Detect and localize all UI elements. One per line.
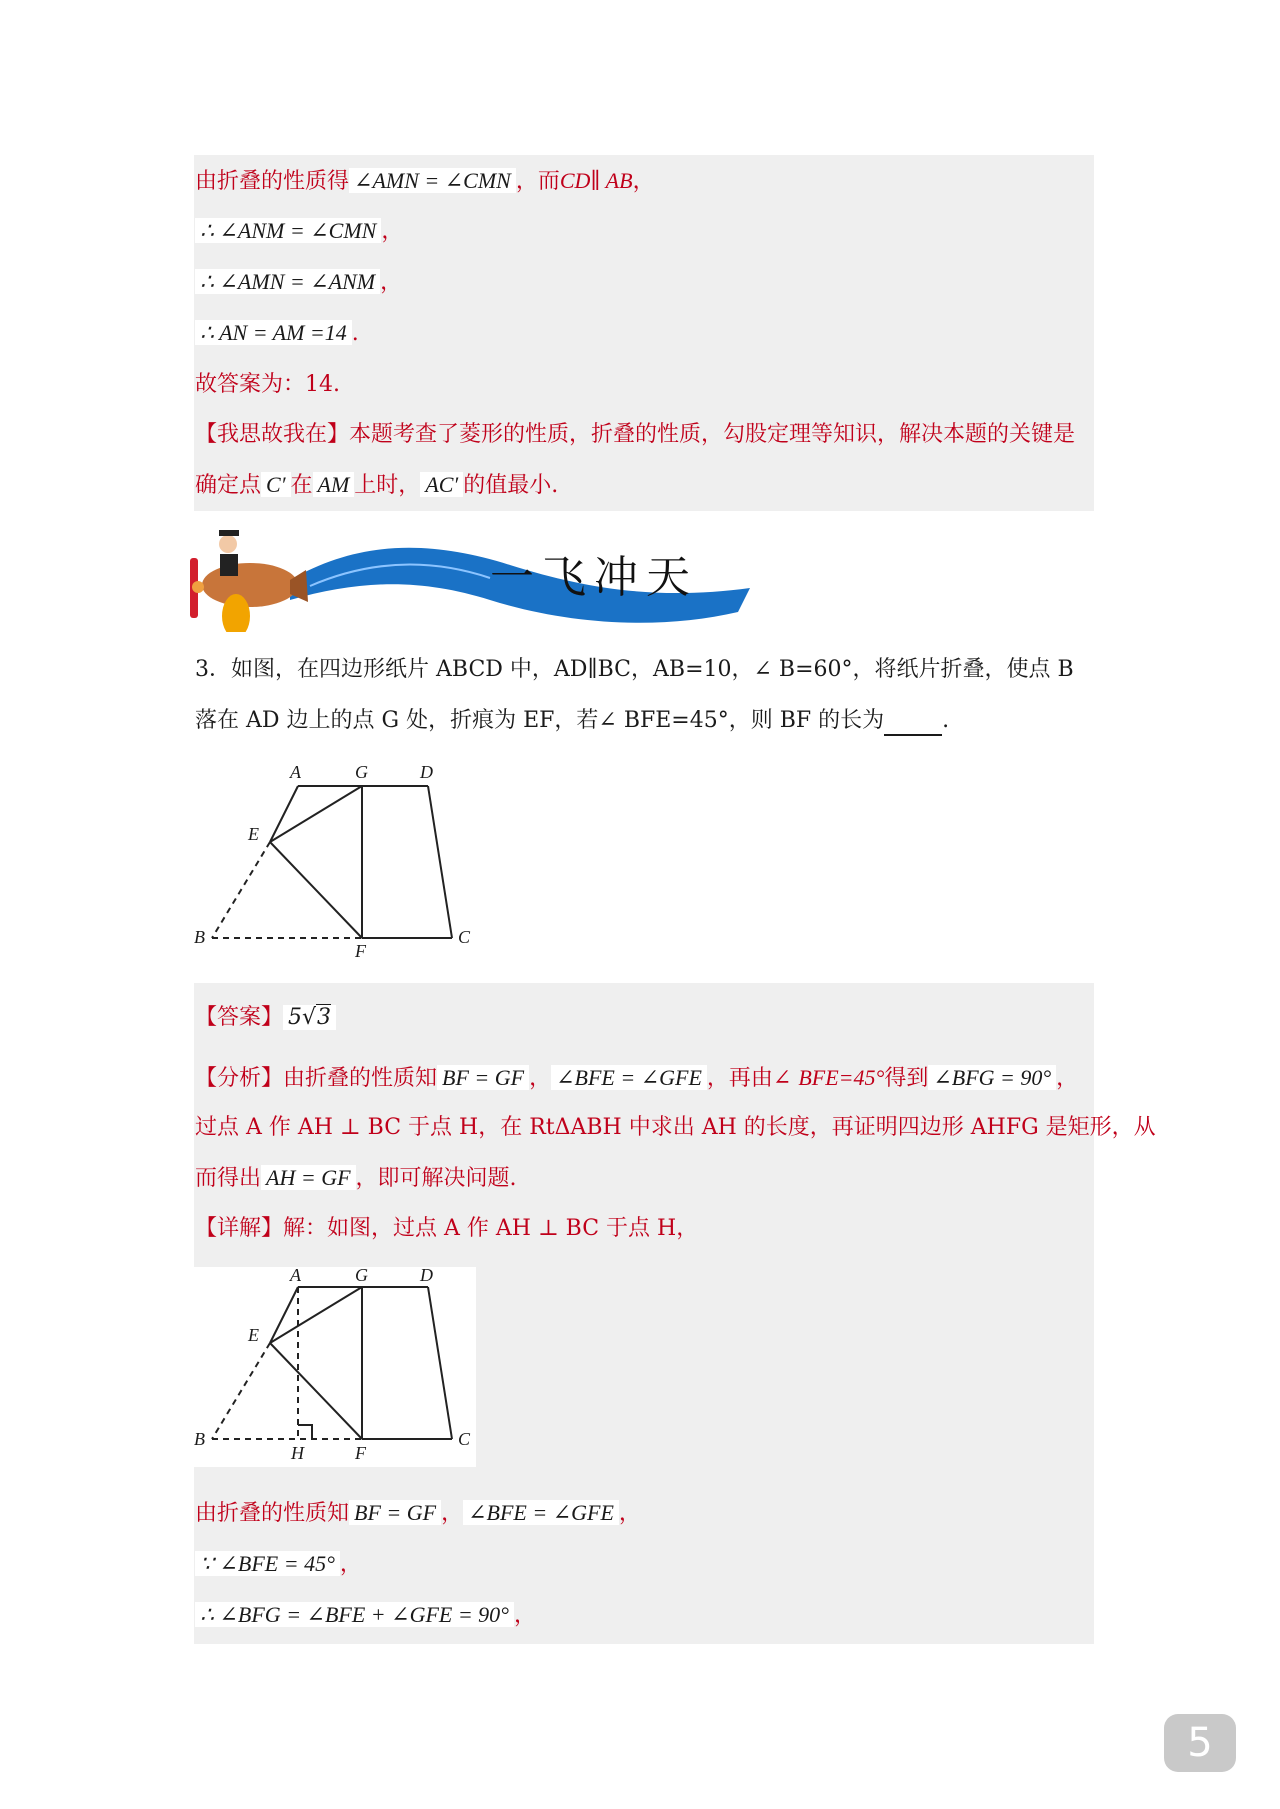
text: ，而	[515, 169, 560, 194]
label-B: B	[194, 927, 205, 947]
math-expression: AC′	[420, 472, 463, 497]
text: 由折叠的性质知	[195, 1501, 350, 1526]
question-line-2	[195, 706, 949, 736]
reflection-tag: 【我思故我在】	[195, 422, 350, 447]
text: .	[351, 321, 359, 346]
page-number-badge: 5	[1164, 1714, 1236, 1772]
text: ，	[1056, 1066, 1079, 1091]
edge-EF	[270, 842, 362, 938]
math-expression: ∠BFG = 90°	[928, 1065, 1056, 1090]
question-line-1	[195, 655, 1074, 685]
text: 确定点	[195, 473, 262, 498]
label-C: C	[458, 1429, 471, 1449]
text: 故答案为：14.	[195, 372, 340, 397]
label-F: F	[355, 1443, 366, 1463]
math-expression: C′	[261, 472, 291, 497]
text: 落在 AD 边上的点 G 处，折痕为 EF，若∠ BFE=45°，则 BF 的长为	[195, 708, 885, 733]
text: ，	[441, 1501, 464, 1526]
math-expression: ∠BFE = ∠GFE	[463, 1500, 619, 1525]
answer-coefficient: 5	[288, 1005, 303, 1030]
answer-line	[195, 370, 340, 400]
analysis-line-3	[195, 1163, 517, 1194]
edge-EF	[270, 1343, 362, 1439]
answer-radicand: 3	[317, 1005, 332, 1030]
step-line-3	[195, 1600, 536, 1631]
math-expression: BFE=45°	[798, 1065, 885, 1090]
text: ，即可解决问题.	[355, 1166, 517, 1191]
solution-line-2	[195, 216, 403, 247]
detail-tag: 【详解】	[195, 1216, 284, 1241]
label-G: G	[355, 1267, 368, 1285]
text: ，	[618, 1501, 641, 1526]
dashed-EB	[212, 842, 270, 938]
math-expression: AH = GF	[261, 1165, 356, 1190]
text: 而得出	[195, 1166, 262, 1191]
text: 过点 A 作 AH ⊥ BC 于点 H，在 RtΔABH 中求出 AH 的长度，再证明四边形 AHFG 是矩形，从	[195, 1115, 1156, 1140]
detail-line	[195, 1214, 698, 1244]
label-A: A	[290, 762, 301, 782]
text: 3．如图，在四边形纸片 ABCD 中，AD∥BC，AB=10，∠ B=60°，将纸片折叠，使点 B	[195, 657, 1074, 682]
reflection-line-2	[195, 470, 558, 501]
solution-line-3	[195, 267, 402, 298]
text: ，	[529, 1066, 552, 1091]
text: .	[942, 708, 950, 733]
analysis-line-1	[195, 1063, 1078, 1094]
text: 上时，	[354, 473, 421, 498]
math-expression	[283, 1005, 336, 1030]
label-F: F	[355, 941, 366, 960]
text: 得到	[884, 1066, 929, 1091]
math-expression: ∴ AN = AM =14	[195, 320, 352, 345]
text: ，	[632, 169, 655, 194]
label-E: E	[248, 824, 259, 844]
math-expression: BF = GF	[349, 1500, 441, 1525]
math-expression: BF = GF	[437, 1065, 529, 1090]
text: ，	[513, 1603, 536, 1628]
text: ，再由∠	[706, 1066, 799, 1091]
label-E: E	[248, 1325, 259, 1345]
text: 在	[290, 473, 313, 498]
math-expression: ∴ ∠AMN = ∠ANM	[195, 269, 380, 294]
analysis-line-2	[195, 1113, 1156, 1143]
step-line-2	[195, 1549, 362, 1580]
label-D: D	[420, 1267, 433, 1285]
analysis-tag: 【分析】	[195, 1066, 284, 1091]
solution-line-1	[195, 166, 655, 197]
text: ，	[381, 219, 404, 244]
text: 解：如图，过点 A 作 AH ⊥ BC 于点 H，	[283, 1216, 699, 1241]
label-G: G	[355, 762, 368, 782]
banner-title: 一飞冲天	[490, 552, 698, 603]
label-H: H	[291, 1443, 304, 1463]
answer-line	[195, 1003, 336, 1033]
airplane-pilot-icon	[190, 530, 308, 632]
text: ，	[339, 1552, 362, 1577]
text: 由折叠的性质得	[195, 169, 350, 194]
edge-DC	[428, 1287, 452, 1439]
right-angle-mark	[298, 1425, 312, 1439]
geometry-figure-2	[194, 1267, 476, 1467]
dashed-EB	[212, 1343, 270, 1439]
answer-tag: 【答案】	[195, 1005, 284, 1030]
label-D: D	[420, 762, 433, 782]
text: 的值最小.	[463, 473, 559, 498]
text: 由折叠的性质知	[283, 1066, 438, 1091]
reflection-line-1	[195, 420, 1075, 450]
label-B: B	[194, 1429, 205, 1449]
math-expression: ∵ ∠BFE = 45°	[195, 1551, 340, 1576]
math-expression: ∴ ∠ANM = ∠CMN	[195, 218, 381, 243]
text: ，	[380, 270, 403, 295]
math-expression: ∠BFE = ∠GFE	[551, 1065, 707, 1090]
sqrt-sign: √	[302, 1005, 317, 1030]
solution-line-4	[195, 318, 359, 349]
math-expression: AM	[313, 472, 355, 497]
geometry-figure-1	[190, 760, 490, 960]
math-expression: ∠AMN = ∠CMN	[349, 168, 516, 193]
label-A: A	[290, 1267, 301, 1285]
answer-blank	[884, 712, 942, 736]
edge-DC	[428, 786, 452, 938]
label-C: C	[458, 927, 471, 947]
math-expression: CD∥ AB	[559, 168, 633, 193]
text: 本题考查了菱形的性质，折叠的性质，勾股定理等知识，解决本题的关键是	[349, 422, 1076, 447]
step-line-1	[195, 1498, 641, 1529]
math-expression: ∴ ∠BFG = ∠BFE + ∠GFE = 90°	[195, 1602, 514, 1627]
